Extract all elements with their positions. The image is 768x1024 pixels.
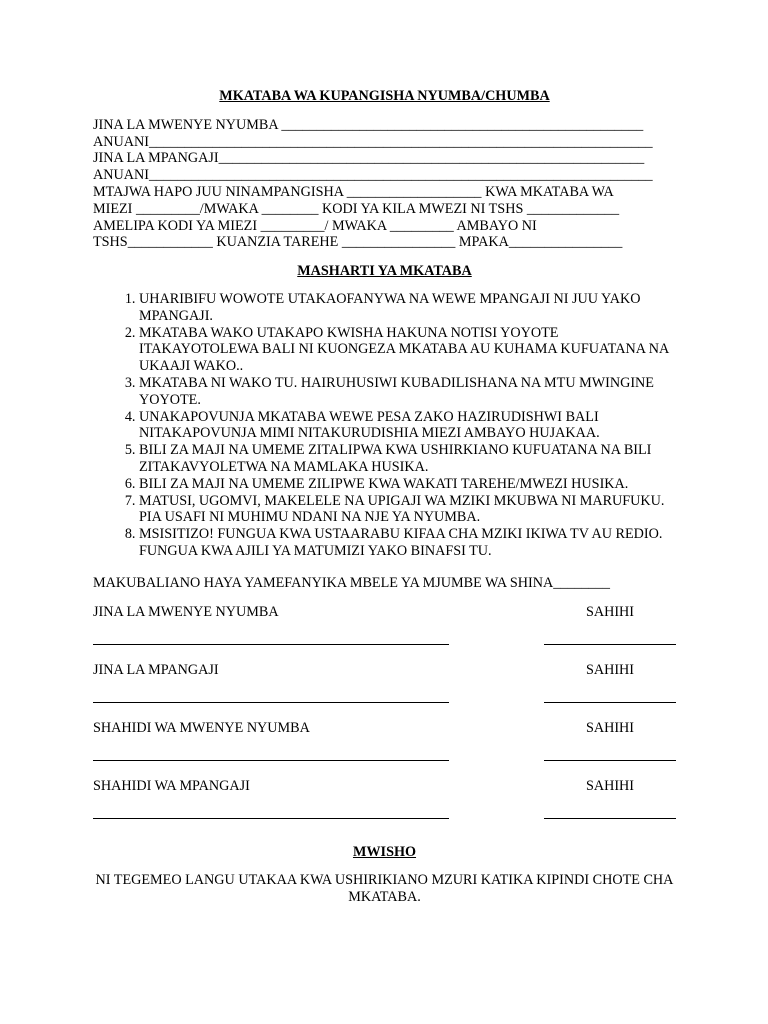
name-blank-line xyxy=(93,686,449,703)
signature-row-tenant-witness xyxy=(93,778,676,802)
closing-statement: NI TEGEMEO LANGU UTAKAA KWA USHIRIKIANO MZURI KATIKA KIPINDI CHOTE CHA MKATABA. xyxy=(95,872,674,906)
end-heading: MWISHO xyxy=(352,843,417,860)
signature-label: JINA LA MWENYE NYUMBA xyxy=(93,603,279,620)
form-line-rent-per-month: MIEZI _________/MWAKA ________ KODI YA KILA MWEZI NI TSHS _____________ xyxy=(93,200,620,217)
signature-label: SHAHIDI WA MWENYE NYUMBA xyxy=(93,719,310,736)
signature-row-owner-witness xyxy=(93,720,676,744)
signature-lines xyxy=(93,802,676,836)
form-fields xyxy=(93,117,676,251)
document-title: MKATABA WA KUPANGISHA NYUMBA/CHUMBA xyxy=(219,88,550,104)
conditions-heading: MASHARTI YA MKATABA xyxy=(297,263,472,280)
signature-blank-line xyxy=(544,744,676,761)
signature-label: SHAHIDI WA MPANGAJI xyxy=(93,777,250,794)
agreement-statement: MAKUBALIANO HAYA YAMEFANYIKA MBELE YA MJUMBE WA SHINA________ xyxy=(93,574,610,591)
condition-item: 2. MKATABA WAKO UTAKAPO KWISHA HAKUNA NOTISI YOYOTE ITAKAYOTOLEWA BALI NI KUONGEZA MKATABA AU KUHAMA KUFUATANA NA UKAAJI WAKO.. xyxy=(139,325,676,375)
form-line-rental-statement: MTAJWA HAPO JUU NINAMPANGISHA ___________________ KWA MKATABA WA xyxy=(93,183,614,200)
name-blank-line xyxy=(93,744,449,761)
name-blank-line xyxy=(93,628,449,645)
signature-sign-label: SAHIHI xyxy=(585,777,635,794)
form-line-tenant-address: ANUANI_______________________________________________________________________ xyxy=(93,167,653,184)
conditions-list xyxy=(93,291,676,560)
condition-item: 8. MSISITIZO! FUNGUA KWA USTAARABU KIFAA CHA MZIKI IKIWA TV AU REDIO. FUNGUA KWA AJILI YA MATUMIZI YAKO BINAFSI TU. xyxy=(139,526,676,560)
condition-item: 3. MKATABA NI WAKO TU. HAIRUHUSIWI KUBADILISHANA NA MTU MWINGINE YOYOTE. xyxy=(139,375,676,409)
form-line-rent-paid: AMELIPA KODI YA MIEZI _________/ MWAKA _________ AMBAYO NI xyxy=(93,217,537,234)
signature-section xyxy=(93,604,676,836)
form-line-period: TSHS____________ KUANZIA TAREHE ________________ MPAKA________________ xyxy=(93,234,623,251)
signature-sign-label: SAHIHI xyxy=(585,661,635,678)
signature-blank-line xyxy=(544,802,676,819)
signature-lines xyxy=(93,628,676,662)
signature-blank-line xyxy=(544,686,676,703)
condition-item: 4. UNAKAPOVUNJA MKATABA WEWE PESA ZAKO HAZIRUDISHWI BALI NITAKAPOVUNJA MIMI NITAKURUDISHIA MIEZI AMBAYO HUJAKAA. xyxy=(139,409,676,443)
signature-lines xyxy=(93,744,676,778)
name-blank-line xyxy=(93,802,449,819)
form-line-owner-name: JINA LA MWENYE NYUMBA ___________________________________________________ xyxy=(93,116,644,133)
signature-sign-label: SAHIHI xyxy=(585,603,635,620)
form-line-tenant-name: JINA LA MPANGAJI____________________________________________________________ xyxy=(93,150,645,167)
condition-item: 5. BILI ZA MAJI NA UMEME ZITALIPWA KWA USHIRKIANO KUFUATANA NA BILI ZITAKAVYOLETWA NA MAMLAKA HUSIKA. xyxy=(139,442,676,476)
signature-row-owner xyxy=(93,604,676,628)
signature-sign-label: SAHIHI xyxy=(585,719,635,736)
signature-lines xyxy=(93,686,676,720)
condition-item: 1. UHARIBIFU WOWOTE UTAKAOFANYWA NA WEWE MPANGAJI NI JUU YAKO MPANGAJI. xyxy=(139,291,676,325)
signature-blank-line xyxy=(544,628,676,645)
condition-item: 7. MATUSI, UGOMVI, MAKELELE NA UPIGAJI WA MZIKI MKUBWA NI MARUFUKU. PIA USAFI NI MUHIMU NDANI NA NJE YA NYUMBA. xyxy=(139,493,676,527)
condition-item: 6. BILI ZA MAJI NA UMEME ZILIPWE KWA WAKATI TAREHE/MWEZI HUSIKA. xyxy=(139,476,676,493)
contract-page xyxy=(93,88,676,906)
signature-row-tenant xyxy=(93,662,676,686)
form-line-owner-address: ANUANI_______________________________________________________________________ xyxy=(93,133,653,150)
signature-label: JINA LA MPANGAJI xyxy=(93,661,219,678)
